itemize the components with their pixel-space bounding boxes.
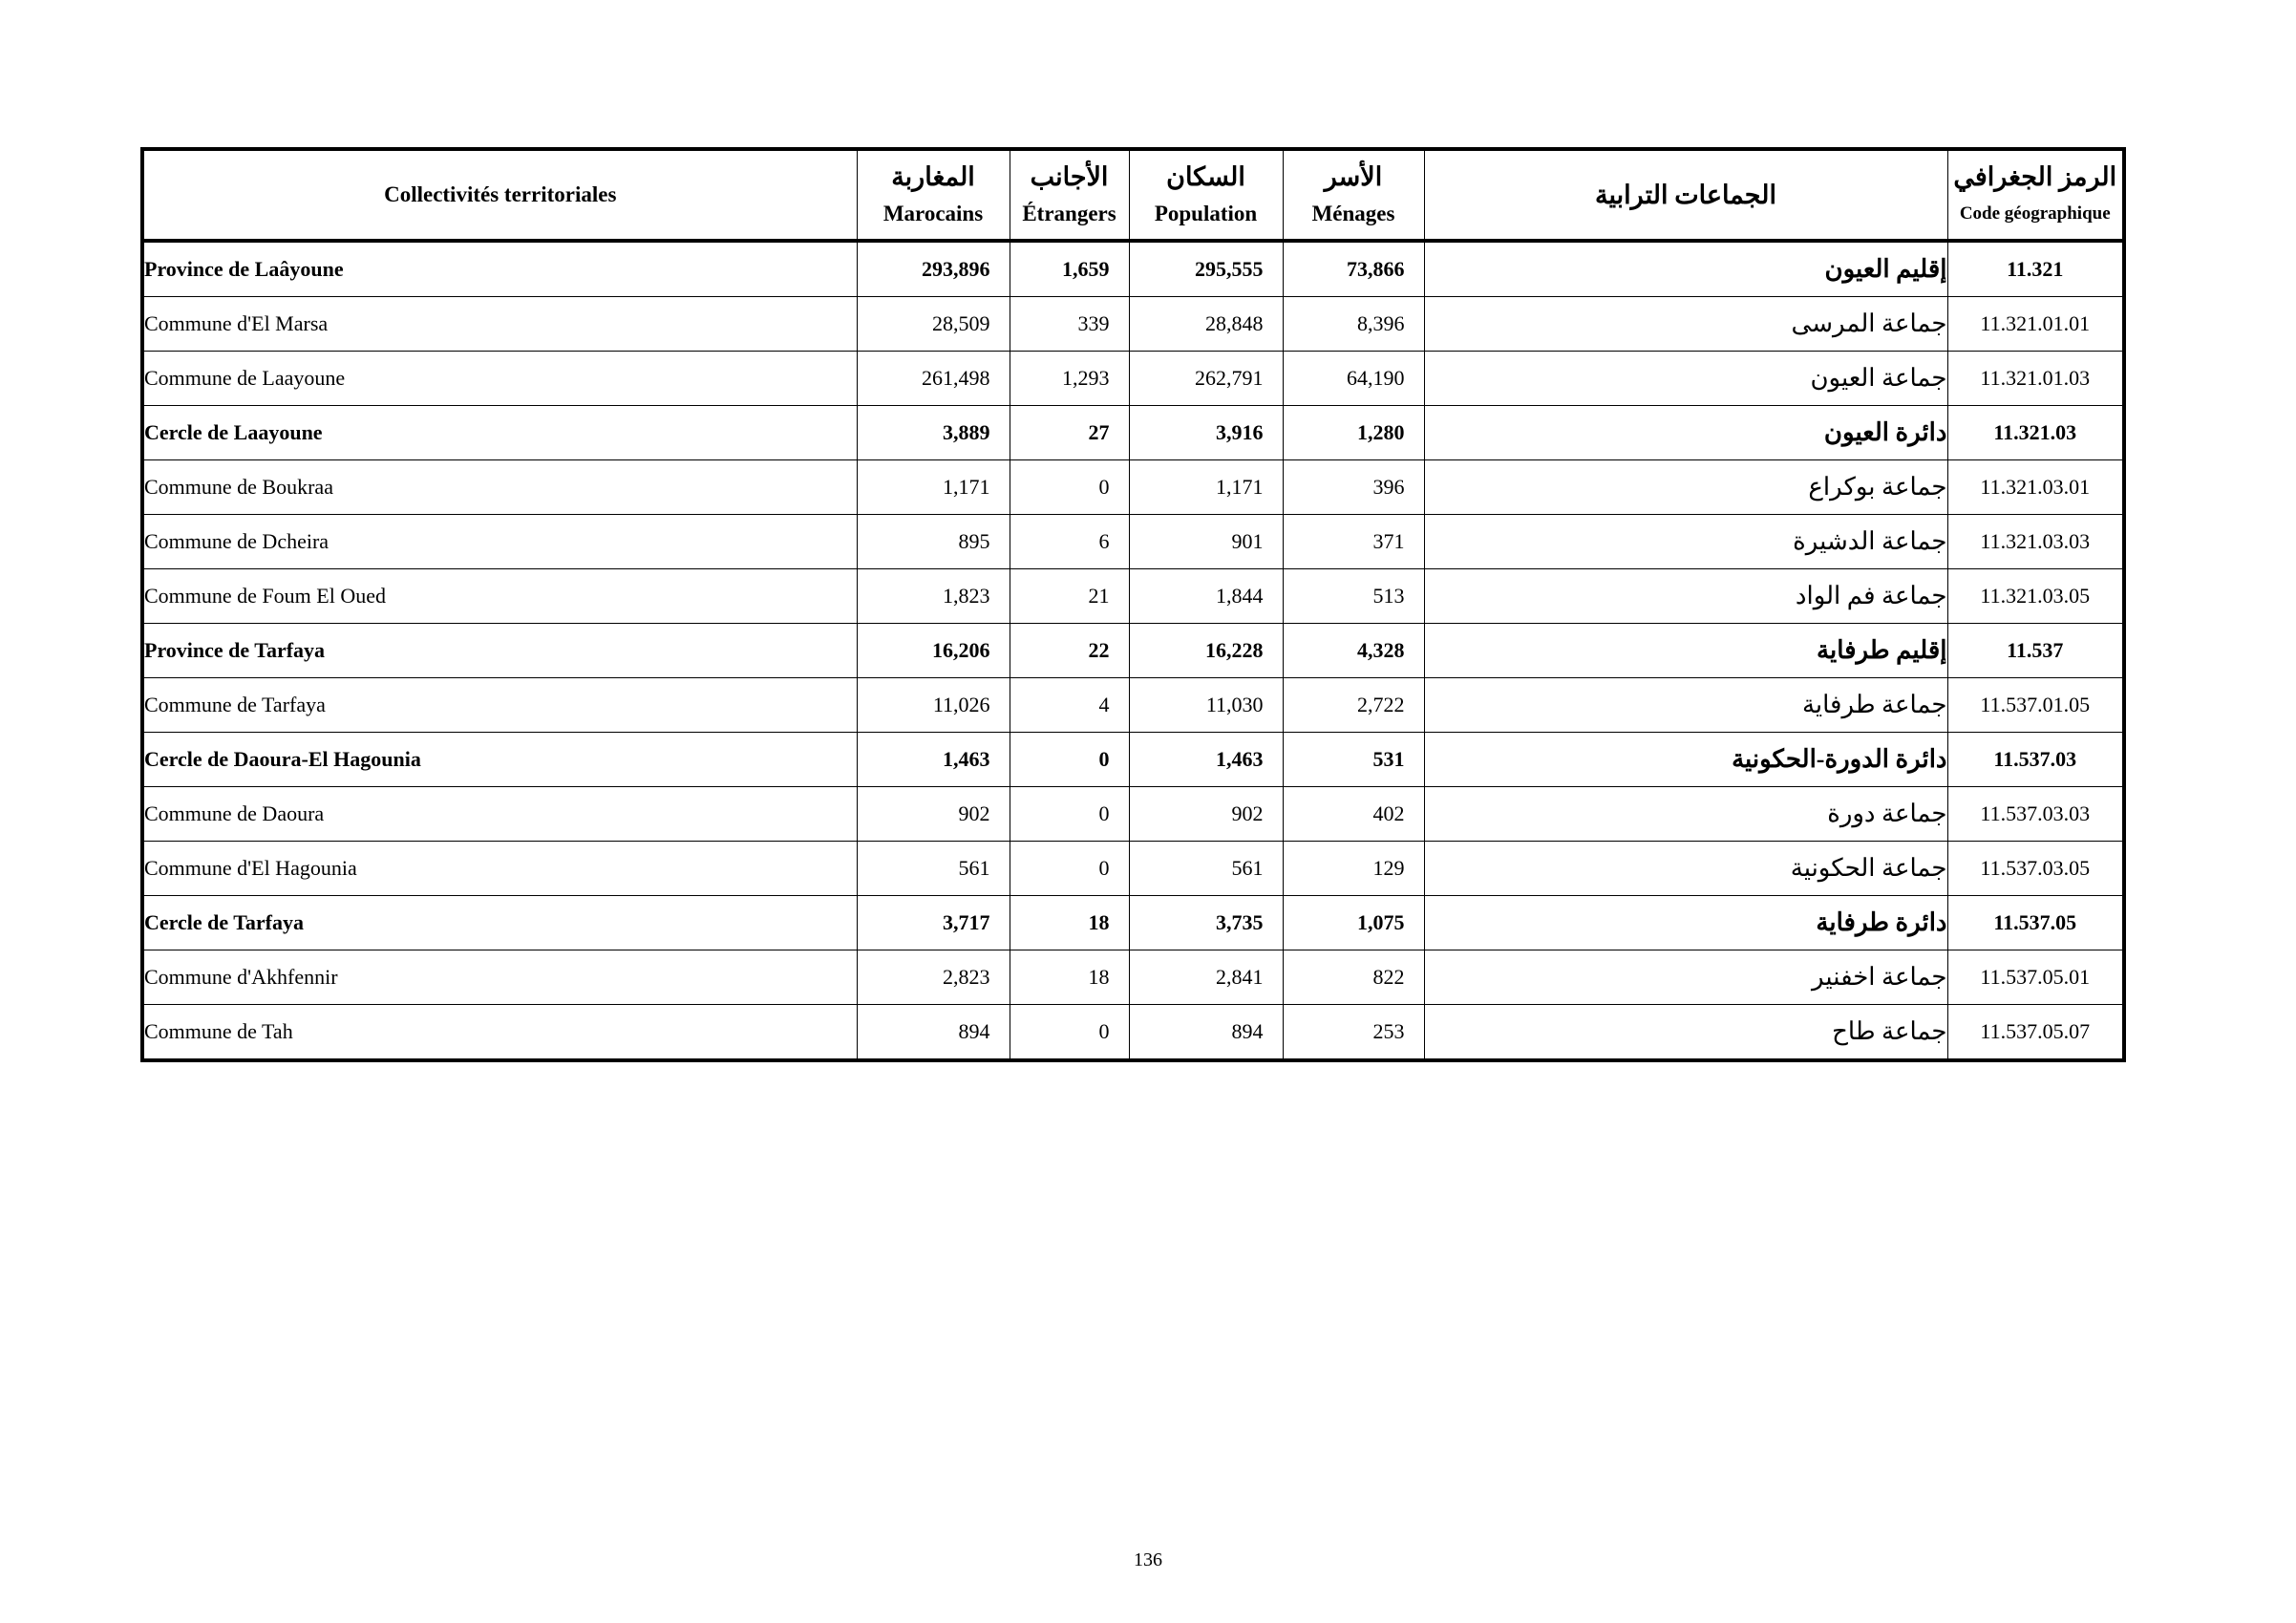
cell-etrangers: 339 <box>1010 297 1129 352</box>
census-table <box>140 147 2126 1062</box>
cell-population: 3,735 <box>1129 896 1283 950</box>
cell-menages: 513 <box>1283 569 1424 624</box>
cell-marocains: 2,823 <box>857 950 1010 1005</box>
cell-name-ar: جماعة اخفنير <box>1424 950 1947 1005</box>
cell-name-fr: Cercle de Laayoune <box>142 406 857 460</box>
cell-menages: 396 <box>1283 460 1424 515</box>
table-row <box>142 733 2124 787</box>
cell-name-fr: Cercle de Tarfaya <box>142 896 857 950</box>
cell-etrangers: 0 <box>1010 460 1129 515</box>
table-row <box>142 352 2124 406</box>
cell-etrangers: 4 <box>1010 678 1129 733</box>
cell-code: 11.321.03.01 <box>1947 460 2124 515</box>
cell-population: 901 <box>1129 515 1283 569</box>
table-row <box>142 297 2124 352</box>
cell-name-fr: Commune d'El Marsa <box>142 297 857 352</box>
cell-marocains: 293,896 <box>857 241 1010 297</box>
cell-name-ar: جماعة طاح <box>1424 1005 1947 1061</box>
cell-marocains: 16,206 <box>857 624 1010 678</box>
cell-code: 11.321.03.03 <box>1947 515 2124 569</box>
cell-name-ar: جماعة بوكراع <box>1424 460 1947 515</box>
cell-name-ar: دائرة طرفاية <box>1424 896 1947 950</box>
cell-population: 262,791 <box>1129 352 1283 406</box>
header-population-fr: Population <box>1154 202 1258 225</box>
cell-name-ar: دائرة العيون <box>1424 406 1947 460</box>
cell-code: 11.537.03 <box>1947 733 2124 787</box>
header-population-ar: السكان <box>1166 162 1245 191</box>
cell-name-fr: Commune de Boukraa <box>142 460 857 515</box>
cell-marocains: 561 <box>857 842 1010 896</box>
cell-name-fr: Commune d'El Hagounia <box>142 842 857 896</box>
header-code-ar: الرمز الجغرافي <box>1953 162 2117 191</box>
cell-name-ar: دائرة الدورة-الحكونية <box>1424 733 1947 787</box>
cell-name-fr: Commune de Tah <box>142 1005 857 1061</box>
table-row <box>142 787 2124 842</box>
header-population <box>1129 149 1283 241</box>
table-row <box>142 460 2124 515</box>
cell-code: 11.537.05 <box>1947 896 2124 950</box>
header-menages-fr: Ménages <box>1311 202 1395 225</box>
cell-marocains: 261,498 <box>857 352 1010 406</box>
cell-population: 1,463 <box>1129 733 1283 787</box>
cell-name-ar: جماعة طرفاية <box>1424 678 1947 733</box>
cell-name-ar: جماعة الدشيرة <box>1424 515 1947 569</box>
cell-code: 11.321.01.01 <box>1947 297 2124 352</box>
cell-name-fr: Province de Tarfaya <box>142 624 857 678</box>
cell-population: 2,841 <box>1129 950 1283 1005</box>
cell-menages: 1,075 <box>1283 896 1424 950</box>
header-jamaat-ar: الجماعات الترابية <box>1595 181 1776 209</box>
header-collectivites: Collectivités territoriales <box>142 149 857 241</box>
cell-population: 11,030 <box>1129 678 1283 733</box>
table-row <box>142 950 2124 1005</box>
cell-etrangers: 0 <box>1010 842 1129 896</box>
header-row <box>142 149 2124 241</box>
cell-menages: 129 <box>1283 842 1424 896</box>
table-body <box>142 241 2124 1060</box>
cell-etrangers: 22 <box>1010 624 1129 678</box>
cell-name-fr: Cercle de Daoura-El Hagounia <box>142 733 857 787</box>
cell-code: 11.537.03.05 <box>1947 842 2124 896</box>
cell-name-fr: Commune d'Akhfennir <box>142 950 857 1005</box>
cell-code: 11.321.03.05 <box>1947 569 2124 624</box>
cell-menages: 1,280 <box>1283 406 1424 460</box>
cell-name-ar: جماعة المرسى <box>1424 297 1947 352</box>
cell-etrangers: 0 <box>1010 787 1129 842</box>
header-marocains-fr: Marocains <box>882 202 984 225</box>
table-row <box>142 569 2124 624</box>
cell-name-ar: إقليم العيون <box>1424 241 1947 297</box>
header-menages-ar: الأسر <box>1324 162 1383 191</box>
cell-etrangers: 0 <box>1010 1005 1129 1061</box>
cell-code: 11.321 <box>1947 241 2124 297</box>
cell-marocains: 3,889 <box>857 406 1010 460</box>
cell-population: 28,848 <box>1129 297 1283 352</box>
cell-population: 1,171 <box>1129 460 1283 515</box>
table-row <box>142 842 2124 896</box>
cell-code: 11.321.01.03 <box>1947 352 2124 406</box>
cell-etrangers: 18 <box>1010 896 1129 950</box>
cell-name-fr: Commune de Tarfaya <box>142 678 857 733</box>
cell-marocains: 1,171 <box>857 460 1010 515</box>
cell-etrangers: 0 <box>1010 733 1129 787</box>
cell-name-fr: Commune de Daoura <box>142 787 857 842</box>
cell-name-fr: Commune de Dcheira <box>142 515 857 569</box>
cell-menages: 4,328 <box>1283 624 1424 678</box>
cell-population: 894 <box>1129 1005 1283 1061</box>
cell-code: 11.321.03 <box>1947 406 2124 460</box>
page-number: 136 <box>1134 1549 1162 1570</box>
cell-menages: 402 <box>1283 787 1424 842</box>
cell-marocains: 1,463 <box>857 733 1010 787</box>
cell-menages: 2,722 <box>1283 678 1424 733</box>
cell-code: 11.537.01.05 <box>1947 678 2124 733</box>
cell-menages: 371 <box>1283 515 1424 569</box>
header-etrangers <box>1010 149 1129 241</box>
cell-population: 16,228 <box>1129 624 1283 678</box>
header-menages <box>1283 149 1424 241</box>
header-code <box>1947 149 2124 241</box>
cell-code: 11.537 <box>1947 624 2124 678</box>
cell-name-ar: إقليم طرفاية <box>1424 624 1947 678</box>
table-row <box>142 515 2124 569</box>
header-etrangers-fr: Étrangers <box>1022 202 1116 225</box>
cell-menages: 822 <box>1283 950 1424 1005</box>
cell-etrangers: 18 <box>1010 950 1129 1005</box>
cell-population: 902 <box>1129 787 1283 842</box>
cell-name-ar: جماعة فم الواد <box>1424 569 1947 624</box>
cell-population: 295,555 <box>1129 241 1283 297</box>
cell-marocains: 895 <box>857 515 1010 569</box>
table-header <box>142 149 2124 241</box>
cell-name-fr: Commune de Laayoune <box>142 352 857 406</box>
table-row <box>142 1005 2124 1061</box>
cell-etrangers: 27 <box>1010 406 1129 460</box>
cell-marocains: 11,026 <box>857 678 1010 733</box>
cell-menages: 64,190 <box>1283 352 1424 406</box>
table-row <box>142 406 2124 460</box>
cell-etrangers: 6 <box>1010 515 1129 569</box>
cell-marocains: 894 <box>857 1005 1010 1061</box>
cell-marocains: 28,509 <box>857 297 1010 352</box>
cell-menages: 8,396 <box>1283 297 1424 352</box>
cell-name-ar: جماعة العيون <box>1424 352 1947 406</box>
cell-marocains: 1,823 <box>857 569 1010 624</box>
table-row <box>142 896 2124 950</box>
cell-code: 11.537.03.03 <box>1947 787 2124 842</box>
cell-marocains: 3,717 <box>857 896 1010 950</box>
header-etrangers-ar: الأجانب <box>1030 162 1109 191</box>
cell-menages: 531 <box>1283 733 1424 787</box>
cell-marocains: 902 <box>857 787 1010 842</box>
cell-etrangers: 21 <box>1010 569 1129 624</box>
cell-menages: 73,866 <box>1283 241 1424 297</box>
header-marocains <box>857 149 1010 241</box>
header-marocains-ar: المغاربة <box>891 162 975 191</box>
table-row <box>142 241 2124 297</box>
cell-etrangers: 1,293 <box>1010 352 1129 406</box>
table-row <box>142 624 2124 678</box>
cell-name-ar: جماعة دورة <box>1424 787 1947 842</box>
header-jamaat <box>1424 149 1947 241</box>
cell-name-ar: جماعة الحكونية <box>1424 842 1947 896</box>
cell-population: 561 <box>1129 842 1283 896</box>
table-row <box>142 678 2124 733</box>
cell-code: 11.537.05.01 <box>1947 950 2124 1005</box>
cell-population: 1,844 <box>1129 569 1283 624</box>
cell-name-fr: Commune de Foum El Oued <box>142 569 857 624</box>
cell-name-fr: Province de Laâyoune <box>142 241 857 297</box>
header-code-fr: Code géographique <box>1959 203 2111 224</box>
cell-population: 3,916 <box>1129 406 1283 460</box>
cell-code: 11.537.05.07 <box>1947 1005 2124 1061</box>
cell-menages: 253 <box>1283 1005 1424 1061</box>
cell-etrangers: 1,659 <box>1010 241 1129 297</box>
